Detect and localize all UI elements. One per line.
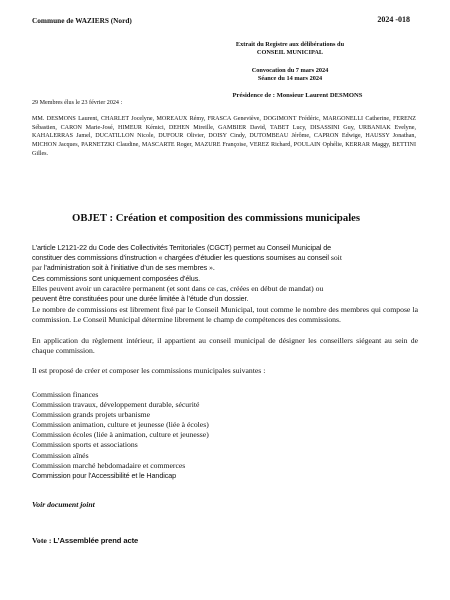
paragraph-4: En application du règlement intérieur, il appartient au conseil municipal de désigner les conseillers siégeant au sein de chaque commission. bbox=[32, 336, 418, 356]
list-item: Commission aînés bbox=[32, 450, 89, 460]
list-item: Commission finances bbox=[32, 390, 99, 399]
p1-line-3-text: l’administration soit à l’initiative d’un de ses membres bbox=[43, 263, 208, 273]
convocation-date: Convocation du 7 mars 2024 bbox=[251, 67, 329, 74]
deliberation-number: 2024 -018 bbox=[377, 15, 410, 24]
p1-line-4 bbox=[32, 274, 418, 284]
p1-line-2-end: soit bbox=[328, 253, 342, 263]
vote-line bbox=[32, 536, 138, 545]
vote-result: L’Assemblée prend acte bbox=[53, 536, 139, 545]
list-item: Commission sports et associations bbox=[32, 440, 138, 450]
p2-line-2-text: peuvent être constituées pour une durée limitée à l’étude d’un dossier. bbox=[32, 294, 249, 304]
p1-line-4-text: Ces commissions sont uniquement composées d’élus. bbox=[32, 273, 201, 283]
p1-line-2 bbox=[32, 253, 418, 263]
extract-title bbox=[215, 41, 365, 57]
p1-line-3-end: ». bbox=[207, 263, 215, 273]
objet-title: OBJET : Création et composition des commissions municipales bbox=[72, 212, 361, 224]
list-item: Commission écoles (liée à animation, culture et jeunesse) bbox=[32, 430, 209, 440]
list-item: Commission travaux, développement durable, sécurité bbox=[32, 400, 200, 410]
vote-label: Vote : bbox=[32, 536, 54, 545]
p2-line-1: Elles peuvent avoir un caractère permanent (et sont dans ce cas, créées en début de mandat) ou bbox=[32, 283, 324, 293]
extract-line-2: CONSEIL MUNICIPAL bbox=[256, 49, 324, 56]
list-item: Commission pour l’Accessibilité et le Handicap bbox=[32, 470, 177, 480]
seance-date: Séance du 14 mars 2024 bbox=[257, 75, 323, 82]
commune-name: Commune de WAZIERS (Nord) bbox=[32, 16, 132, 25]
paragraph-1 bbox=[32, 243, 418, 304]
presidence-line: Présidence de : Monsieur Laurent DESMONS bbox=[232, 92, 363, 99]
p1-line-1 bbox=[32, 243, 418, 253]
p1-line-3 bbox=[32, 263, 418, 273]
list-item: Commission animation, culture et jeunesse (liée à écoles) bbox=[32, 420, 209, 430]
extract-line-1: Extrait du Registre aux délibérations du bbox=[235, 41, 345, 48]
see-attached-document: Voir document joint bbox=[32, 500, 95, 509]
members-count: 29 Membres élus le 23 février 2024 : bbox=[32, 100, 123, 106]
paragraph-3: Le nombre de commissions est librement fixé par le Conseil Municipal, tout comme le nombre des membres qui compose la commission. Le Conseil Municipal détermine librement le champ de compétences des commissions. bbox=[32, 305, 418, 325]
p2-line-2 bbox=[32, 294, 418, 304]
session-dates bbox=[215, 67, 365, 83]
list-item: Commission marché hebdomadaire et commerces bbox=[32, 460, 186, 470]
paragraph-5: Il est proposé de créer et composer les commissions municipales suivantes : bbox=[32, 366, 266, 375]
p1-line-1-text: L’article L2121-22 du Code des Collectivités Territoriales (CGCT) permet au Conseil Municipal de bbox=[32, 243, 332, 252]
p1-line-3-start: par bbox=[32, 263, 44, 273]
commissions-list bbox=[32, 390, 209, 481]
list-item: Commission grands projets urbanisme bbox=[32, 410, 151, 420]
members-list: MM. DESMONS Laurent, CHARLET Jocelyne, MOREAUX Rémy, FRASCA Geneviève, DOGIMONT Frédéric, MARGONELLI Catherine, FERENZ Sébastien, CARON Marie-José, HIMEUR Kémici, DEHEN Mireille, GAMBIER David, TABET Lucy, DISASSINI Guy, URBANIAK Evelyne, KAHALERRAS Jamel, DUCATILLON Nicole, DUFOUR Olivier, DOISY Cindy, DUTOMBEAU Jérôme, CAPRON Edwige, HAUSSY Jonathan, MICHON Jacques, PARNETZKI Claudine, MASCARTE Roger, MAZURE Françoise, VEREZ Richard, POULAIN Ophélie, KERRAR Maggy, BETTINI Gilles. bbox=[32, 116, 416, 157]
p1-line-2-text: constituer des commissions d’instruction « chargées d’étudier les questions soumises au conseil bbox=[32, 253, 329, 263]
